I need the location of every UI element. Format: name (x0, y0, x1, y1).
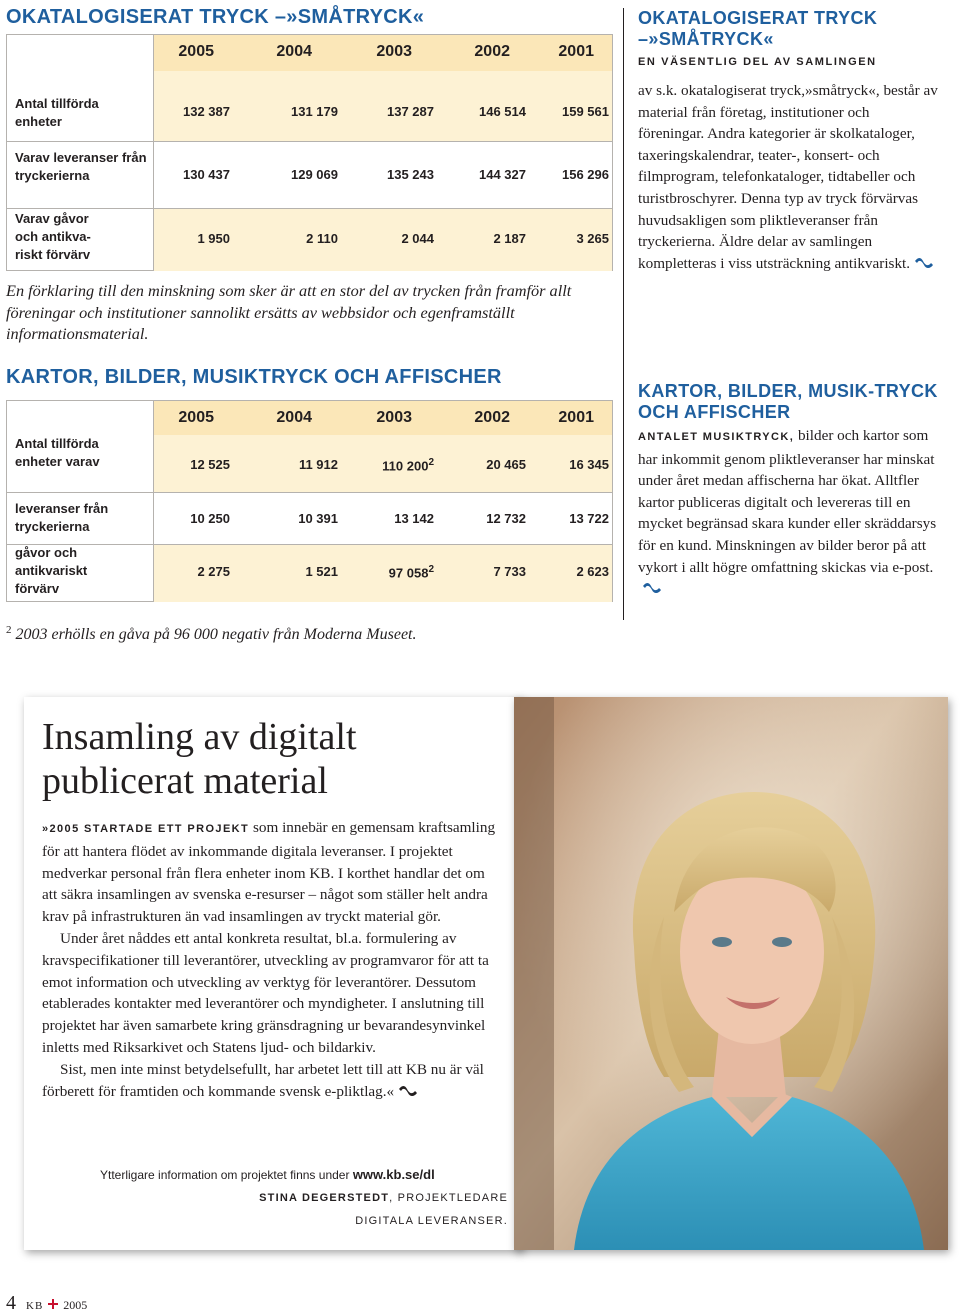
paragraph-text: som innebär en gemensam kraftsamling för att hantera flödet av inkommande digitala leveranser. I projektet medverkar personal från flera enheter inom KB. I korthet handlar det om att säkra insamlingen av svenska e-resurser – något som ställer helt andra krav på infrastrukturen än vad insamlingen av tryckt material gör. (42, 819, 496, 926)
footnote-ref: 2 (428, 564, 434, 575)
table-cell: 10 391 (298, 511, 338, 526)
row-label: Varav leveranser från tryckerierna (15, 150, 147, 183)
footnote-ref: 2 (428, 457, 434, 468)
row-label: gåvor och antikvariskt förvärv (15, 545, 88, 596)
paragraph-text: Sist, men inte minst betydelsefullt, har arbetet lett till att KB nu är väl förberett för framtiden och kommande svensk e-pliktlag.« (42, 1060, 484, 1100)
year-header: 2005 (178, 43, 214, 60)
table-row (153, 435, 612, 492)
signature (259, 1192, 508, 1204)
table-cell: 159 561 (562, 104, 609, 119)
right-text-kartor (638, 425, 938, 600)
more-info-link[interactable]: www.kb.se/dl (352, 1167, 435, 1182)
year-header: 2003 (376, 409, 412, 426)
table-cell: 3 265 (576, 231, 609, 246)
cell-value: 97 058 (388, 565, 429, 581)
lead-in: ANTALET MUSIKTRYCK, (638, 431, 795, 443)
table-row (153, 142, 612, 208)
table-cell: 132 387 (183, 104, 230, 119)
article-body (42, 817, 502, 1102)
table-cell: 13 722 (569, 511, 609, 526)
more-info (100, 1167, 435, 1182)
table-cell: 2 187 (493, 231, 526, 246)
column-divider (623, 8, 624, 620)
right-text-smatryck (638, 80, 938, 274)
table-header (153, 401, 612, 435)
year-header: 2002 (474, 409, 510, 426)
table-cell: 156 296 (562, 167, 609, 182)
article-paragraph: Under året nåddes ett antal konkreta resultat, bl.a. formulering av kravspecifikationer till leverantörer, utveckling av programvaror för att ta emot information och utveckling av verktyg för leverantörer. Dessutom etablerades kontakter med leverantörer och myndigheter. I anslutning till projektet har även samarbete kring gränsdragning ur bevarandesynvinkel inletts med Riksarkivet och Statens ljud- och bildarkiv. (42, 929, 489, 1056)
cross-icon (48, 1299, 58, 1309)
signature-role: DIGITALA LEVERANSER. (355, 1215, 508, 1227)
table-cell: 137 287 (387, 104, 434, 119)
cell-value: 110 200 (382, 458, 429, 474)
table-row (153, 71, 612, 141)
table-cell: 144 327 (479, 167, 526, 182)
page-footer (6, 1292, 87, 1315)
article-title: Insamling av digitalt publicerat material (42, 716, 357, 802)
article-box (24, 697, 522, 1250)
year-header: 2001 (558, 409, 594, 426)
table-cell (354, 564, 434, 580)
table-row (153, 209, 612, 271)
row-label: Antal tillförda enheter varav (15, 436, 100, 469)
footnote-text: 2003 erhölls en gåva på 96 000 negativ från Moderna Museet. (15, 626, 417, 643)
table-cell: 131 179 (291, 104, 338, 119)
row-label: leveranser från tryckerierna (15, 501, 109, 534)
table-cell: 2 110 (306, 231, 338, 246)
table-cell: 130 437 (183, 167, 230, 182)
table-cell: 2 623 (576, 564, 609, 579)
paragraph-text: bilder och kartor som har inkommit genom pliktleveranser har minskat under året medan affischerna har ökat. Alltfler kartor publiceras digitalt och levereras till en mycket begränsad skara kunder eller skräddarsys för en kund. Minskningen av bilder beror på att vykort i allt högre omfattning skickas via e-post. (638, 427, 937, 576)
author-role: , PROJEKTLEDARE (389, 1192, 508, 1204)
portrait-photo (514, 697, 948, 1250)
author-name: STINA DEGERSTEDT (259, 1192, 390, 1204)
article-paragraph (42, 817, 502, 928)
right-subheading: EN VÄSENTLIG DEL AV SAMLINGEN (638, 56, 877, 68)
table-cell: 2 275 (197, 564, 230, 579)
article-paragraph (42, 1059, 502, 1103)
table-cell: 1 950 (197, 231, 230, 246)
table-cell: 7 733 (493, 564, 526, 579)
table-cell: 2 044 (401, 231, 434, 246)
year-header: 2004 (276, 43, 312, 60)
table-cell: 146 514 (479, 104, 526, 119)
year-header: 2004 (276, 409, 312, 426)
more-info-text: Ytterligare information om projektet finns under (100, 1168, 350, 1182)
table-cell: 10 250 (190, 511, 230, 526)
table-smatryck (6, 34, 613, 271)
year-header: 2005 (178, 409, 214, 426)
footnote-mark: 2 (6, 624, 12, 636)
table-cell: 135 243 (387, 167, 434, 182)
end-mark-icon (914, 257, 934, 269)
end-mark-icon (642, 582, 662, 594)
row-label: Varav gåvor och antikva-riskt förvärv (15, 211, 91, 262)
table-row (153, 545, 612, 602)
lead-in: »2005 STARTADE ETT PROJEKT (42, 823, 250, 835)
portrait-image (514, 697, 948, 1250)
table-cell: 129 069 (291, 167, 338, 182)
section1-heading: OKATALOGISERAT TRYCK –»SMÅTRYCK« (6, 6, 425, 28)
right-heading-kartor: KARTOR, BILDER, MUSIK-TRYCK OCH AFFISCHER (638, 381, 938, 422)
table-header (153, 35, 612, 71)
section2-heading: KARTOR, BILDER, MUSIKTRYCK OCH AFFISCHER (6, 366, 502, 388)
right-heading-smatryck: OKATALOGISERAT TRYCK –»SMÅTRYCK« (638, 8, 878, 49)
table-cell: 20 465 (486, 457, 526, 472)
table-cell: 11 912 (298, 457, 338, 472)
table-cell: 16 345 (569, 457, 609, 472)
end-mark-icon (398, 1085, 418, 1097)
footer-kb: KB (26, 1300, 44, 1312)
page-number: 4 (6, 1292, 16, 1314)
year-header: 2001 (558, 43, 594, 60)
table-note: En förklaring till den minskning som sker är att en stor del av trycken från framför allt föreningar och institutioner sannolikt ersätts av webbsidor och egenframställt informationsmaterial. (6, 281, 572, 343)
footer-year: 2005 (63, 1298, 88, 1312)
year-header: 2003 (376, 43, 412, 60)
table-cell: 13 142 (394, 511, 434, 526)
table-cell: 12 732 (486, 511, 526, 526)
paragraph-text: av s.k. okatalogiserat tryck,»småtryck«, består av material från företag, institutioner och föreningar. Andra kategorier är skolkataloger, taxeringskalendrar, teater-, konsert- och filmprogram, telefonkataloger, tidtabeller och turistbroschyrer. Denna typ av tryck förvärvas huvudsakligen som pliktleveranser från tryckerierna. Äldre delar av samlingen kompletteras i viss utsträckning antikvariskt. (638, 82, 938, 272)
footnote (6, 620, 611, 645)
table-cell: 1 521 (305, 564, 338, 579)
year-header: 2002 (474, 43, 510, 60)
table-cell (354, 457, 434, 473)
row-label: Antal tillförda enheter (15, 96, 99, 129)
table-row (153, 493, 612, 544)
table-kartor (6, 400, 613, 602)
table-cell: 12 525 (190, 457, 230, 472)
